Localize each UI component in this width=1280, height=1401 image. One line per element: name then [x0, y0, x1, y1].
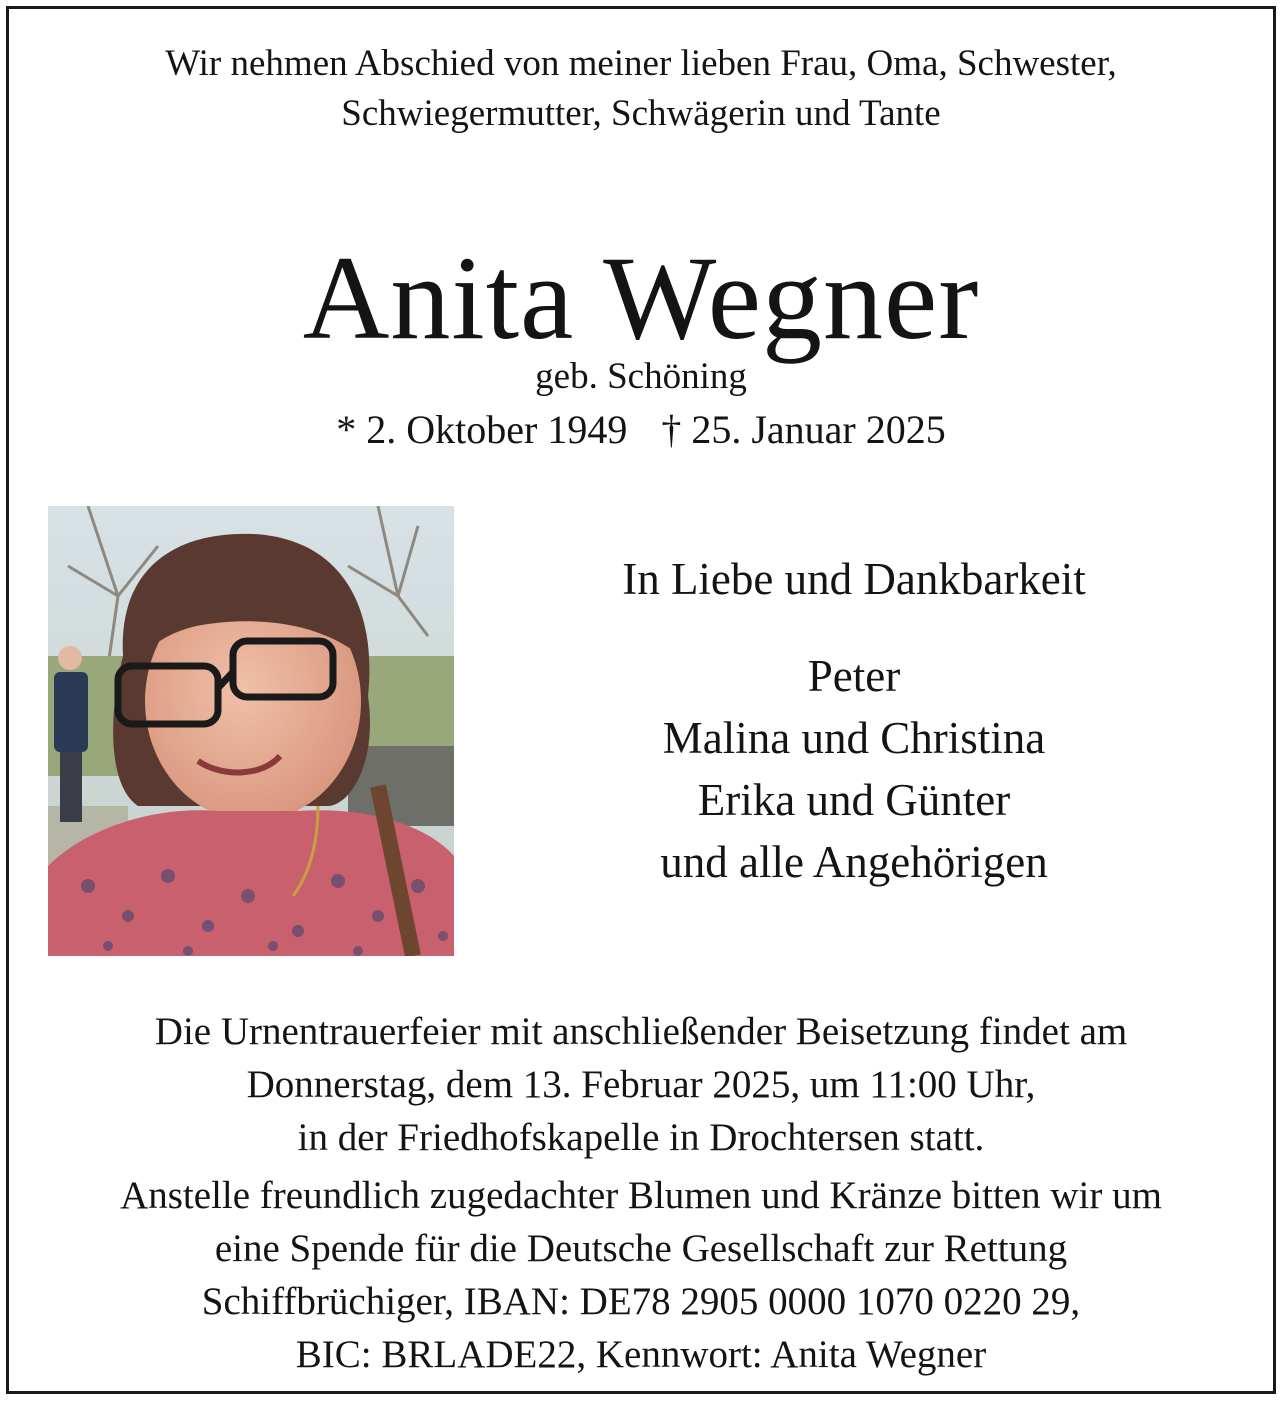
obituary-notice [6, 6, 1276, 1394]
service-line-1: Die Urnentrauerfeier mit anschließender Beisetzung findet am [154, 1010, 1128, 1053]
donation-line-1: Anstelle freundlich zugedachter Blumen und Kränze bitten wir um [120, 1174, 1162, 1217]
donation-line-3: Schiffbrüchiger, IBAN: DE78 2905 0000 1070 0220 29, [201, 1280, 1081, 1323]
life-dates [9, 405, 1273, 455]
family-name-item: Peter [807, 651, 901, 701]
portrait-photo [48, 506, 454, 956]
family-heading: In Liebe und Dankbarkeit [622, 554, 1086, 604]
family-name-item: Malina und Christina [662, 713, 1046, 763]
death-date: † 25. Januar 2025 [661, 407, 946, 452]
family-names [459, 645, 1249, 893]
service-line-2: Donnerstag, dem 13. Februar 2025, um 11:00 Uhr, [246, 1063, 1036, 1106]
family-name-item: und alle Angehörigen [660, 837, 1048, 887]
donation-line-4: BIC: BRLADE22, Kennwort: Anita Wegner [295, 1333, 987, 1376]
donation-info [9, 1169, 1273, 1381]
deceased-name: Anita Wegner [302, 231, 980, 364]
donation-line-2: eine Spende für die Deutsche Gesellschaft zur Rettung [214, 1227, 1068, 1270]
service-line-3: in der Friedhofskapelle in Drochtersen statt. [297, 1116, 985, 1159]
maiden-name: geb. Schöning [535, 356, 747, 397]
family-section [459, 549, 1249, 893]
service-info [9, 1005, 1273, 1164]
birth-date: * 2. Oktober 1949 [336, 407, 628, 452]
family-name-item: Erika und Günter [697, 775, 1011, 825]
intro-text [9, 39, 1273, 139]
intro-line-2: Schwiegermutter, Schwägerin und Tante [341, 93, 941, 134]
intro-line-1: Wir nehmen Abschied von meiner lieben Frau, Oma, Schwester, [165, 43, 1117, 84]
